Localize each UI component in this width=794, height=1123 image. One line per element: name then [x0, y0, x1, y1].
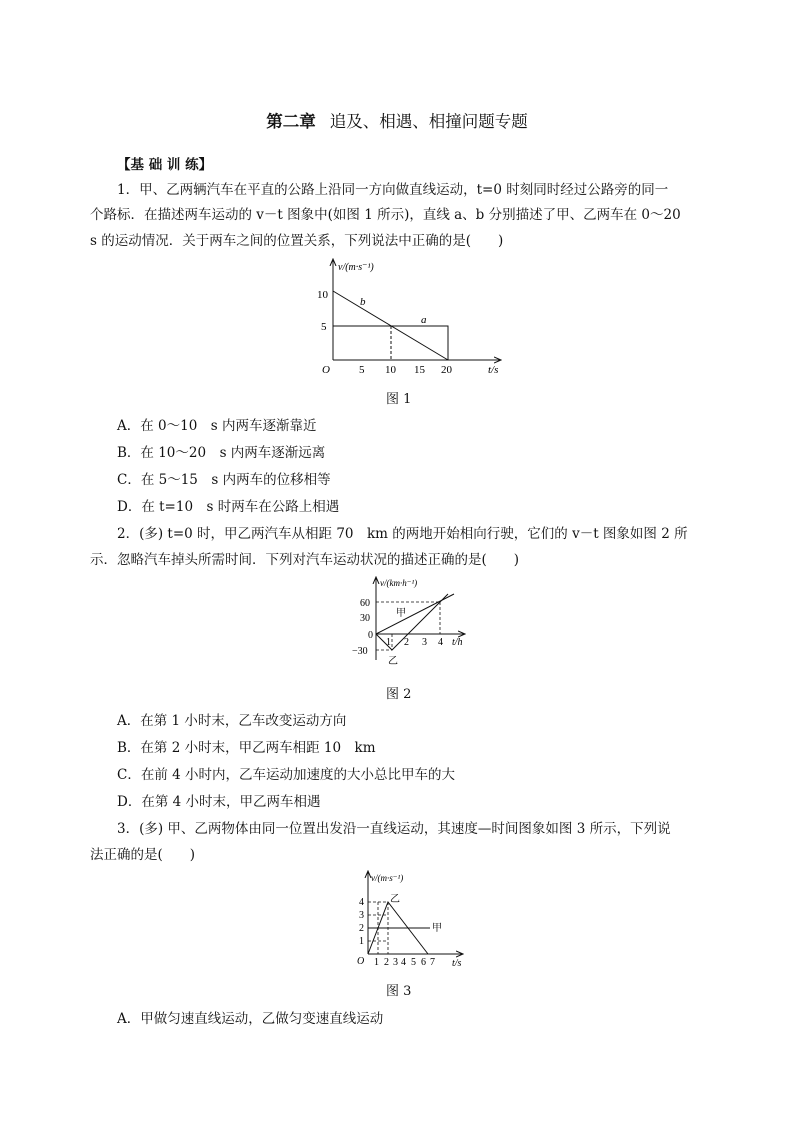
chapter-label: 第二章 [266, 112, 316, 131]
fig3-xtick-2: 2 [384, 957, 389, 968]
q2-option-d: D．在第 4 小时末，甲乙两车相遇 [117, 794, 321, 810]
figure-1-caption: 图 1 [386, 392, 412, 407]
q3-option-a: A．甲做匀速直线运动，乙做匀变速直线运动 [117, 1011, 384, 1027]
fig2-ytick-30: 30 [360, 613, 370, 624]
q1-option-c: C．在 5～15 s 内两车的位移相等 [117, 472, 331, 488]
page-title [0, 108, 794, 132]
fig3-xtick-5: 5 [411, 957, 416, 968]
fig2-label-yi: 乙 [388, 656, 398, 667]
fig1-xtick-10: 10 [385, 364, 396, 376]
fig2-ytick-neg30: −30 [352, 646, 368, 657]
figure-1-vt-graph [300, 256, 520, 381]
fig3-label-yi: 乙 [390, 894, 400, 905]
q2-option-a: A．在第 1 小时末，乙车改变运动方向 [117, 713, 347, 729]
q2-option-c: C．在前 4 小时内，乙车运动加速度的大小总比甲车的大 [117, 767, 456, 783]
figure-2-caption: 图 2 [386, 687, 412, 702]
fig2-origin: 0 [368, 630, 373, 641]
q1-line-3: s 的运动情况．关于两车之间的位置关系，下列说法中正确的是( ) [90, 233, 504, 249]
fig3-origin: O [357, 956, 365, 967]
fig3-xtick-3: 3 [393, 957, 398, 968]
q2-line-1: 2．(多) t=0 时，甲乙两汽车从相距 70 km 的两地开始相向行驶，它们的 v－t 图象如图 2 所 [117, 526, 688, 542]
fig1-label-a: a [421, 314, 427, 326]
fig2-xtick-1: 1 [386, 637, 391, 648]
fig1-xlabel: t/s [488, 364, 499, 376]
fig1-label-b: b [360, 296, 366, 308]
fig2-ytick-60: 60 [360, 598, 370, 609]
fig3-xtick-7: 7 [430, 957, 435, 968]
fig2-xlabel: t/h [452, 637, 463, 648]
q1-line-2: 个路标．在描述两车运动的 v－t 图象中(如图 1 所示)，直线 a、b 分别描述了甲、乙两车在 0～20 [90, 207, 681, 223]
fig3-label-jia: 甲 [432, 923, 442, 934]
fig1-xtick-15: 15 [414, 364, 425, 376]
fig1-ylabel: v/(m·s⁻¹) [338, 262, 374, 273]
q1-option-d: D．在 t=10 s 时两车在公路上相遇 [117, 499, 340, 515]
q1-option-b: B．在 10～20 s 内两车逐渐远离 [117, 445, 326, 461]
figure-3-vt-graph [354, 868, 484, 968]
q3-line-2: 法正确的是( ) [90, 847, 196, 863]
fig1-xtick-5: 5 [359, 364, 365, 376]
fig3-ytick-1: 1 [359, 936, 364, 947]
fig2-label-jia: 甲 [396, 608, 406, 619]
q1-line-1: 1．甲、乙两辆汽车在平直的公路上沿同一方向做直线运动，t=0 时刻同时经过公路旁的同一 [117, 182, 669, 198]
fig2-ylabel: v/(km·h⁻¹) [380, 578, 418, 588]
figure-2-vt-graph [330, 574, 480, 670]
fig2-xtick-2: 2 [404, 637, 409, 648]
fig3-ytick-2: 2 [359, 923, 364, 934]
fig1-ytick-10: 10 [317, 289, 328, 301]
fig3-xlabel: t/s [452, 958, 462, 968]
fig2-xtick-3: 3 [422, 637, 427, 648]
fig3-ytick-3: 3 [359, 910, 364, 921]
figure-3-caption: 图 3 [386, 984, 412, 999]
fig3-xtick-4: 4 [401, 957, 406, 968]
q2-option-b: B．在第 2 小时末，甲乙两车相距 10 km [117, 740, 376, 756]
fig3-xtick-1: 1 [374, 957, 379, 968]
section-label: 【基 础 训 练】 [117, 157, 213, 173]
q3-line-1: 3．(多) 甲、乙两物体由同一位置出发沿一直线运动，其速度—时间图象如图 3 所示，下列说 [117, 821, 671, 837]
fig3-ylabel: v/(m·s⁻¹) [371, 873, 404, 883]
fig1-xtick-20: 20 [441, 364, 452, 376]
fig3-ytick-4: 4 [359, 897, 364, 908]
fig1-origin: O [322, 364, 330, 376]
chapter-title: 追及、相遇、相撞问题专题 [329, 112, 528, 131]
fig3-xtick-6: 6 [421, 957, 426, 968]
q2-line-2: 示．忽略汽车掉头所需时间．下列对汽车运动状况的描述正确的是( ) [90, 552, 520, 568]
fig1-ytick-5: 5 [321, 321, 327, 333]
q1-option-a: A．在 0～10 s 内两车逐渐靠近 [117, 418, 317, 434]
fig2-xtick-4: 4 [438, 637, 443, 648]
